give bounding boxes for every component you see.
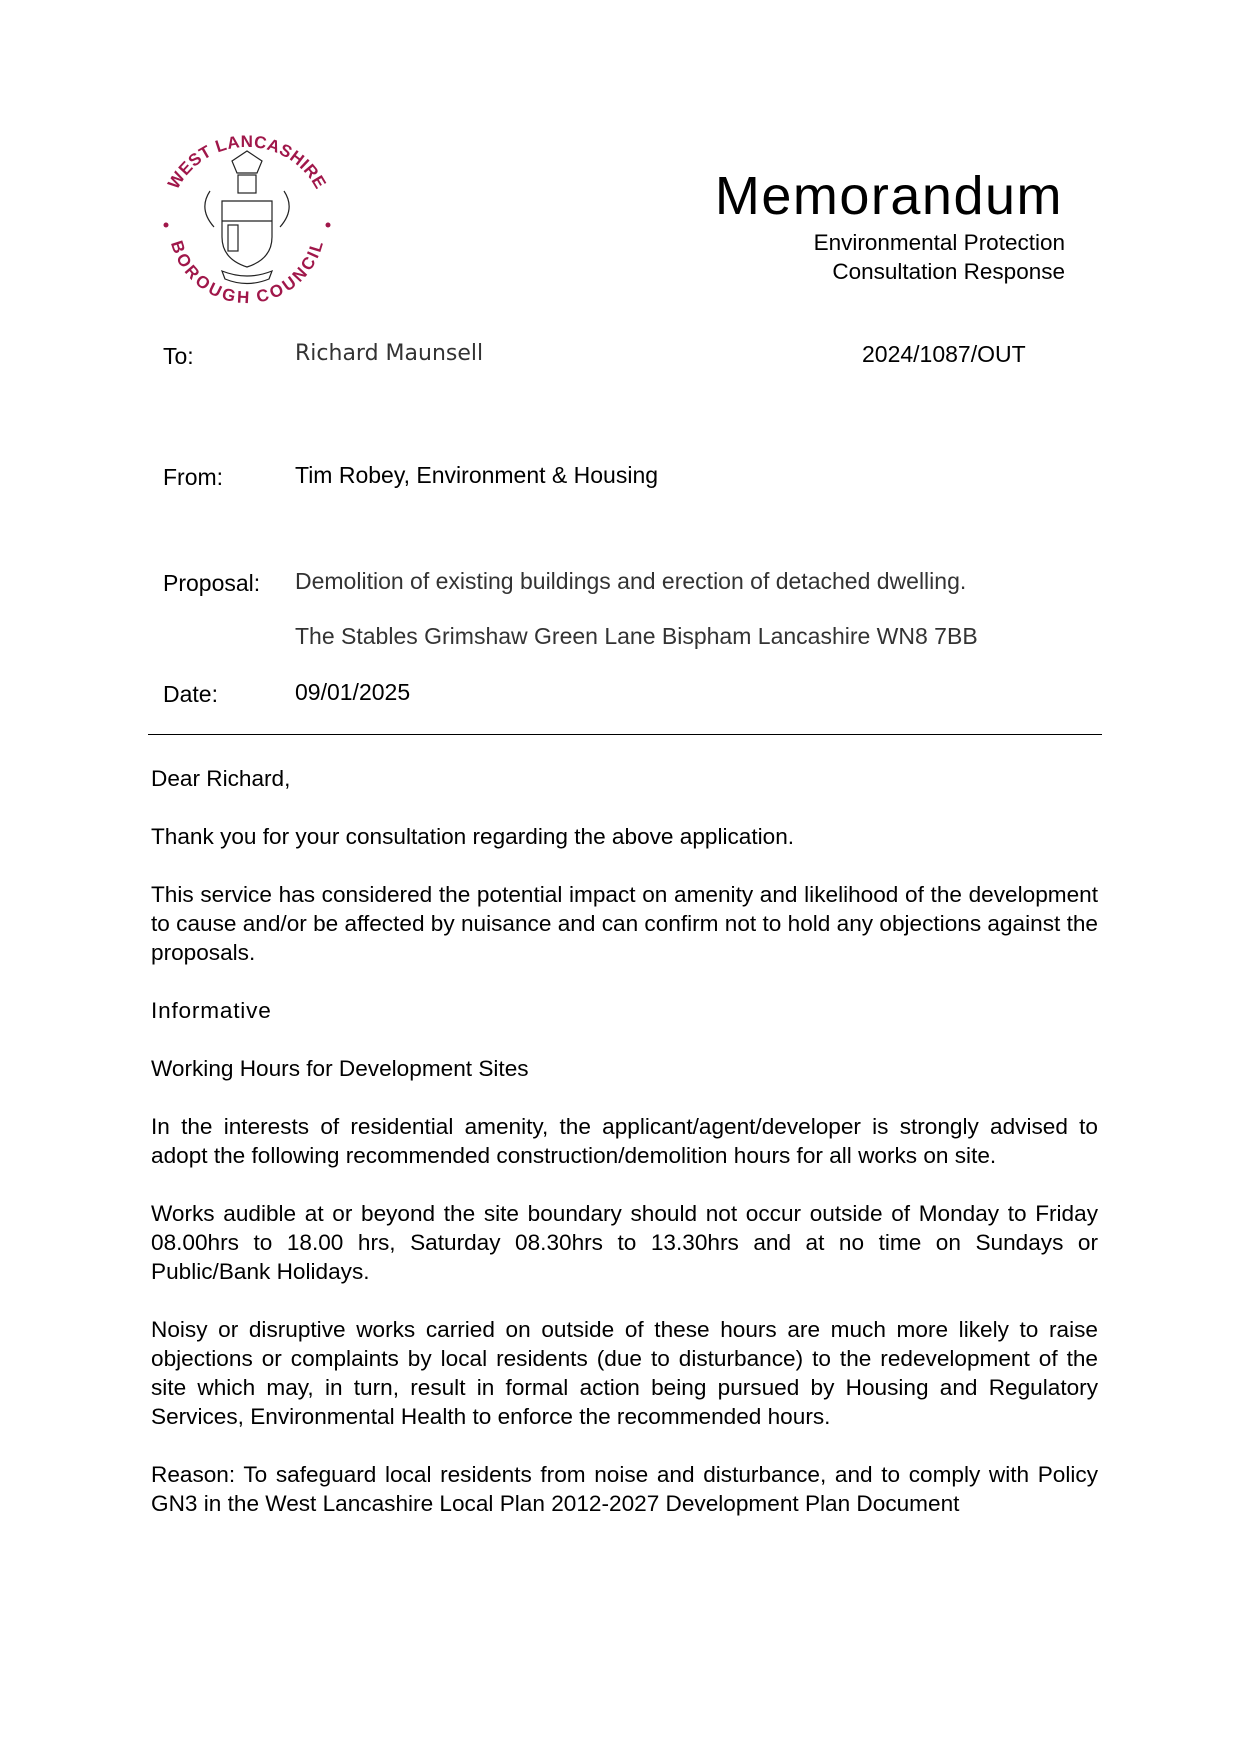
- logo-text-bottom: BOROUGH COUNCIL: [166, 238, 327, 308]
- date-value: 09/01/2025: [295, 679, 411, 705]
- paragraph-reason: Reason: To safeguard local residents from noise and disturbance, and to comply with Policy GN3 in the West Lancashire Local Plan 2012-2027 Development Plan Document: [151, 1462, 1098, 1516]
- paragraph-hours: Works audible at or beyond the site boundary should not occur outside of Monday to Friday 08.00hrs to 18.00 hrs, Saturday 08.30hrs to 13.30hrs and at no time on Sundays or Public/Bank Holidays.: [151, 1201, 1098, 1284]
- divider: [148, 734, 1102, 735]
- memo-subtitle-1: Environmental Protection: [813, 230, 1065, 255]
- paragraph-advice: In the interests of residential amenity, the applicant/agent/developer is strongly advised to adopt the following recommended construction/demolition hours for all works on site.: [151, 1114, 1098, 1168]
- paragraph-thanks: Thank you for your consultation regarding the above application.: [151, 824, 795, 849]
- heading-working-hours: Working Hours for Development Sites: [151, 1056, 529, 1081]
- memo-title: Memorandum: [714, 166, 1063, 226]
- paragraph-assessment: This service has considered the potential impact on amenity and likelihood of the development to cause and/or be affected by nuisance and can confirm not to hold any objections against the proposals.: [151, 882, 1098, 965]
- logo-text-top: WEST LANCASHIRE: [164, 131, 330, 193]
- from-value: Tim Robey, Environment & Housing: [295, 462, 659, 488]
- logo-dot-left: [164, 223, 169, 228]
- proposal-value: Demolition of existing buildings and erection of detached dwelling.: [295, 568, 967, 594]
- proposal-label: Proposal:: [163, 570, 261, 596]
- date-label: Date:: [163, 681, 218, 707]
- reference-number: 2024/1087/OUT: [862, 341, 1026, 367]
- site-address: The Stables Grimshaw Green Lane Bispham Lancashire WN8 7BB: [295, 623, 978, 649]
- to-value: Richard Maunsell: [295, 341, 484, 366]
- memo-subtitle-2: Consultation Response: [832, 259, 1065, 284]
- greeting: Dear Richard,: [151, 766, 291, 791]
- logo-dot-right: [326, 223, 331, 228]
- coat-of-arms-icon: [205, 151, 289, 284]
- to-label: To:: [163, 343, 194, 369]
- council-logo: [152, 125, 342, 320]
- memo-body: [151, 764, 1098, 1547]
- heading-informative: Informative: [151, 998, 272, 1023]
- paragraph-enforcement: Noisy or disruptive works carried on outside of these hours are much more likely to raise objections or complaints by local residents (due to disturbance) to the redevelopment of the site which may, in turn, result in formal action being pursued by Housing and Regulatory Services, Environmental Health to enforce the recommended hours.: [151, 1317, 1098, 1429]
- from-label: From:: [163, 464, 224, 490]
